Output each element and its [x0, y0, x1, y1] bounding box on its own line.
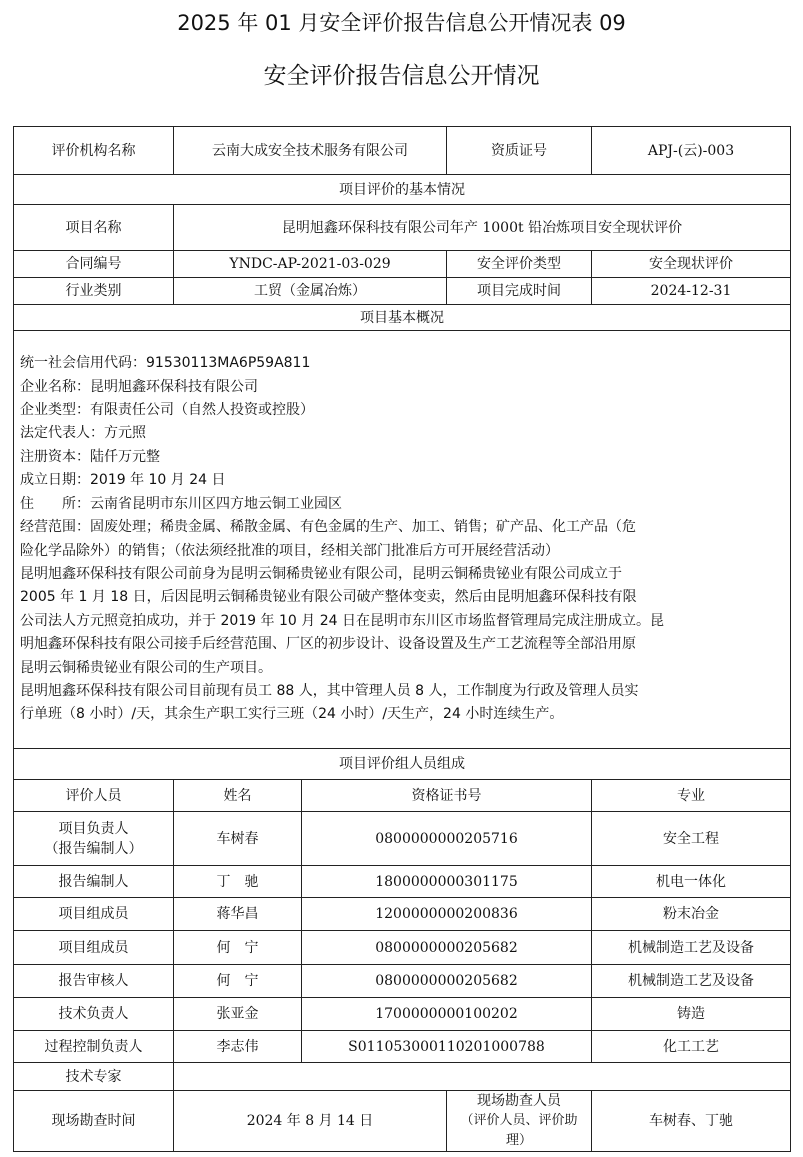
- expert-row: [14, 1063, 791, 1091]
- project-name-value: 昆明旭鑫环保科技有限公司年产 1000t 铅冶炼项目安全现状评价: [174, 205, 791, 251]
- team-col-cert: 资格证书号: [302, 780, 592, 812]
- team-cert: S011053000110201000788: [302, 1031, 592, 1063]
- eval-type-label: 安全评价类型: [447, 251, 592, 278]
- team-col-name: 姓名: [174, 780, 302, 812]
- team-cert: 0800000000205682: [302, 965, 592, 998]
- completion-value: 2024-12-31: [592, 278, 791, 305]
- survey-people-label-line: （评价人员、评价助理）: [460, 1113, 578, 1148]
- table-row: [14, 965, 791, 998]
- staffing-paragraph-line: 昆明旭鑫环保科技有限公司目前现有员工 88 人，其中管理人员 8 人，工作制度为行政及管理人员实: [20, 682, 639, 699]
- team-role: 报告审核人: [14, 965, 174, 998]
- team-role-line: 项目负责人: [58, 820, 129, 837]
- team-cert: 0800000000205716: [302, 812, 592, 866]
- team-major: 安全工程: [592, 812, 791, 866]
- address-line: 住 所：云南省昆明市东川区四方地云铜工业园区: [20, 495, 342, 512]
- team-name: 李志伟: [174, 1031, 302, 1063]
- credit-code-line: 统一社会信用代码：91530113MA6P59A811: [20, 355, 311, 372]
- team-role: 报告编制人: [14, 866, 174, 898]
- org-value: 云南大成安全技术服务有限公司: [174, 127, 447, 175]
- contract-value: YNDC-AP-2021-03-029: [174, 251, 447, 278]
- industry-row: [14, 278, 791, 305]
- team-name: 丁 驰: [174, 866, 302, 898]
- team-name: 何 宁: [174, 931, 302, 965]
- eval-type-value: 安全现状评价: [592, 251, 791, 278]
- team-cert: 1800000000301175: [302, 866, 592, 898]
- org-label: 评价机构名称: [14, 127, 174, 175]
- team-major: 铸造: [592, 998, 791, 1031]
- team-cert: 1200000000200836: [302, 898, 592, 931]
- page-title: 2025 年 01 月安全评价报告信息公开情况表 09: [177, 11, 626, 35]
- cert-value: APJ-(云)-003: [592, 127, 791, 175]
- cert-label: 资质证号: [447, 127, 592, 175]
- survey-time-label: 现场勘查时间: [14, 1091, 174, 1152]
- team-col-major: 专业: [592, 780, 791, 812]
- survey-people-value: 车树春、丁驰: [592, 1091, 791, 1152]
- team-major: 机械制造工艺及设备: [592, 965, 791, 998]
- org-row: [14, 127, 791, 175]
- section-team-header: 项目评价组人员组成: [14, 749, 791, 780]
- team-role: 项目组成员: [14, 931, 174, 965]
- team-col-role: 评价人员: [14, 780, 174, 812]
- team-role: 技术负责人: [14, 998, 174, 1031]
- history-paragraph-line: 昆明云铜稀贵铋业有限公司的生产项目。: [20, 659, 272, 676]
- team-name: 何 宁: [174, 965, 302, 998]
- team-role-line: （报告编制人）: [44, 840, 143, 857]
- page-subtitle: 安全评价报告信息公开情况: [263, 63, 540, 89]
- history-paragraph-line: 公司法人方元照竞拍成功，并于 2019 年 10 月 24 日在昆明市东川区市场监督管理局完成注册成立。昆: [20, 612, 664, 629]
- survey-people-label: [447, 1091, 592, 1152]
- team-cert: 0800000000205682: [302, 931, 592, 965]
- team-cert: 1700000000100202: [302, 998, 592, 1031]
- project-name-row: [14, 205, 791, 251]
- team-major: 机电一体化: [592, 866, 791, 898]
- business-scope-line: 险化学品除外）的销售；（依法须经批准的项目，经相关部门批准后方可开展经营活动）: [20, 542, 559, 559]
- overview-text: [14, 331, 791, 749]
- overview-row: [14, 331, 791, 749]
- team-role: 项目组成员: [14, 898, 174, 931]
- team-name: 张亚金: [174, 998, 302, 1031]
- company-name-line: 企业名称：昆明旭鑫环保科技有限公司: [20, 378, 258, 395]
- team-major: 粉末冶金: [592, 898, 791, 931]
- business-scope-line: 经营范围：固废处理；稀贵金属、稀散金属、有色金属的生产、加工、销售；矿产品、化工产品（危: [20, 519, 636, 536]
- table-row: [14, 812, 791, 866]
- history-paragraph-line: 明旭鑫环保科技有限公司接手后经营范围、厂区的初步设计、设备设置及生产工艺流程等全部沿用原: [20, 636, 636, 653]
- team-name: 车树春: [174, 812, 302, 866]
- survey-row: [14, 1091, 791, 1152]
- industry-label: 行业类别: [14, 278, 174, 305]
- reg-capital-line: 注册资本：陆仟万元整: [20, 448, 160, 465]
- table-row: [14, 866, 791, 898]
- report-table: [13, 126, 791, 1152]
- team-name: 蒋华昌: [174, 898, 302, 931]
- founded-line: 成立日期：2019 年 10 月 24 日: [20, 472, 226, 489]
- section-basic-header: 项目评价的基本情况: [14, 175, 791, 205]
- team-major: 机械制造工艺及设备: [592, 931, 791, 965]
- table-row: [14, 998, 791, 1031]
- expert-value: [174, 1063, 791, 1091]
- industry-value: 工贸（金属冶炼）: [174, 278, 447, 305]
- team-role: 过程控制负责人: [14, 1031, 174, 1063]
- team-role: [14, 812, 174, 866]
- project-name-label: 项目名称: [14, 205, 174, 251]
- legal-rep-line: 法定代表人：方元照: [20, 425, 146, 442]
- survey-people-label-line: 现场勘查人员: [477, 1093, 561, 1109]
- completion-label: 项目完成时间: [447, 278, 592, 305]
- contract-row: [14, 251, 791, 278]
- team-header-row: [14, 780, 791, 812]
- section-overview-header: 项目基本概况: [14, 305, 791, 331]
- table-row: [14, 1031, 791, 1063]
- expert-label: 技术专家: [14, 1063, 174, 1091]
- survey-time-value: 2024 年 8 月 14 日: [174, 1091, 447, 1152]
- contract-label: 合同编号: [14, 251, 174, 278]
- table-row: [14, 931, 791, 965]
- company-type-line: 企业类型：有限责任公司（自然人投资或控股）: [20, 402, 314, 419]
- staffing-paragraph-line: 行单班（8 小时）/天，其余生产职工实行三班（24 小时）/天生产，24 小时连续生产。: [20, 706, 564, 723]
- team-major: 化工工艺: [592, 1031, 791, 1063]
- history-paragraph-line: 2005 年 1 月 18 日，后因昆明云铜稀贵铋业有限公司破产整体变卖，然后由昆明旭鑫环保科技有限: [20, 589, 637, 606]
- table-row: [14, 898, 791, 931]
- history-paragraph-line: 昆明旭鑫环保科技有限公司前身为昆明云铜稀贵铋业有限公司，昆明云铜稀贵铋业有限公司成立于: [20, 565, 622, 582]
